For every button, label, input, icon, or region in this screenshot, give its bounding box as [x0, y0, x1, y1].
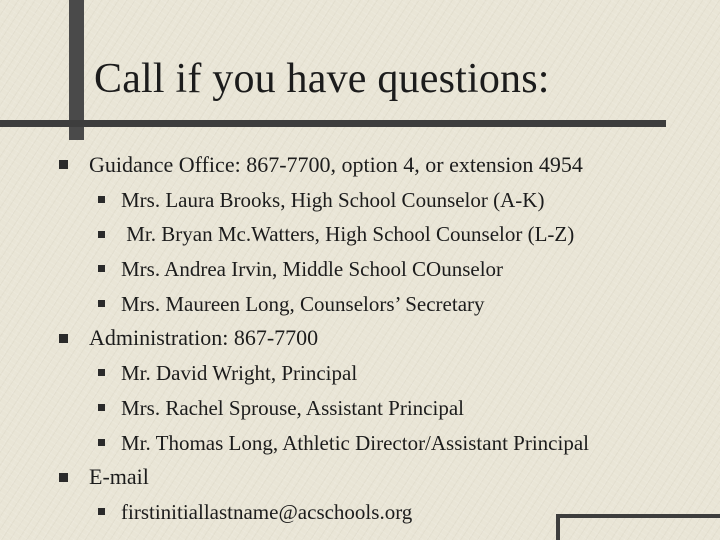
square-bullet-icon [98, 300, 105, 307]
list-item [0, 287, 720, 322]
list-item-text: E-mail [89, 464, 149, 490]
square-bullet-icon [98, 369, 105, 376]
list-item-text: Mrs. Laura Brooks, High School Counselor (A-K) [121, 187, 545, 212]
list-item [0, 356, 720, 391]
decorative-horizontal-bar [0, 120, 666, 127]
list-item [0, 321, 720, 356]
list-item [0, 495, 720, 530]
square-bullet-icon [59, 473, 68, 482]
bullet-list [0, 148, 720, 530]
list-item [0, 426, 720, 461]
list-item-text: Guidance Office: 867-7700, option 4, or extension 4954 [89, 152, 583, 177]
list-item [0, 217, 720, 252]
list-item-text: Mrs. Maureen Long, Counselors’ Secretary [121, 291, 485, 316]
list-item-text: Administration: 867-7700 [89, 325, 319, 351]
square-bullet-icon [98, 439, 105, 446]
square-bullet-icon [98, 231, 105, 238]
list-item-text: Mrs. Andrea Irvin, Middle School COunselor [121, 257, 504, 282]
square-bullet-icon [59, 334, 68, 343]
email-address: firstinitiallastname@acschools.org [121, 499, 413, 524]
square-bullet-icon [98, 508, 105, 515]
list-item-text: Mrs. Rachel Sprouse, Assistant Principal [121, 395, 464, 420]
slide-title: Call if you have questions: [94, 56, 550, 102]
list-item [0, 183, 720, 218]
list-item [0, 252, 720, 287]
list-item-text: Mr. Thomas Long, Athletic Director/Assistant Principal [121, 430, 589, 455]
list-item [0, 460, 720, 495]
square-bullet-icon [98, 265, 105, 272]
list-item [0, 391, 720, 426]
square-bullet-icon [59, 160, 68, 169]
list-item [0, 148, 720, 183]
square-bullet-icon [98, 404, 105, 411]
list-item-text: Mr. David Wright, Principal [121, 361, 358, 386]
square-bullet-icon [98, 196, 105, 203]
decorative-vertical-bar [69, 0, 84, 140]
list-item-text: Mr. Bryan Mc.Watters, High School Counselor (L-Z) [121, 222, 575, 247]
